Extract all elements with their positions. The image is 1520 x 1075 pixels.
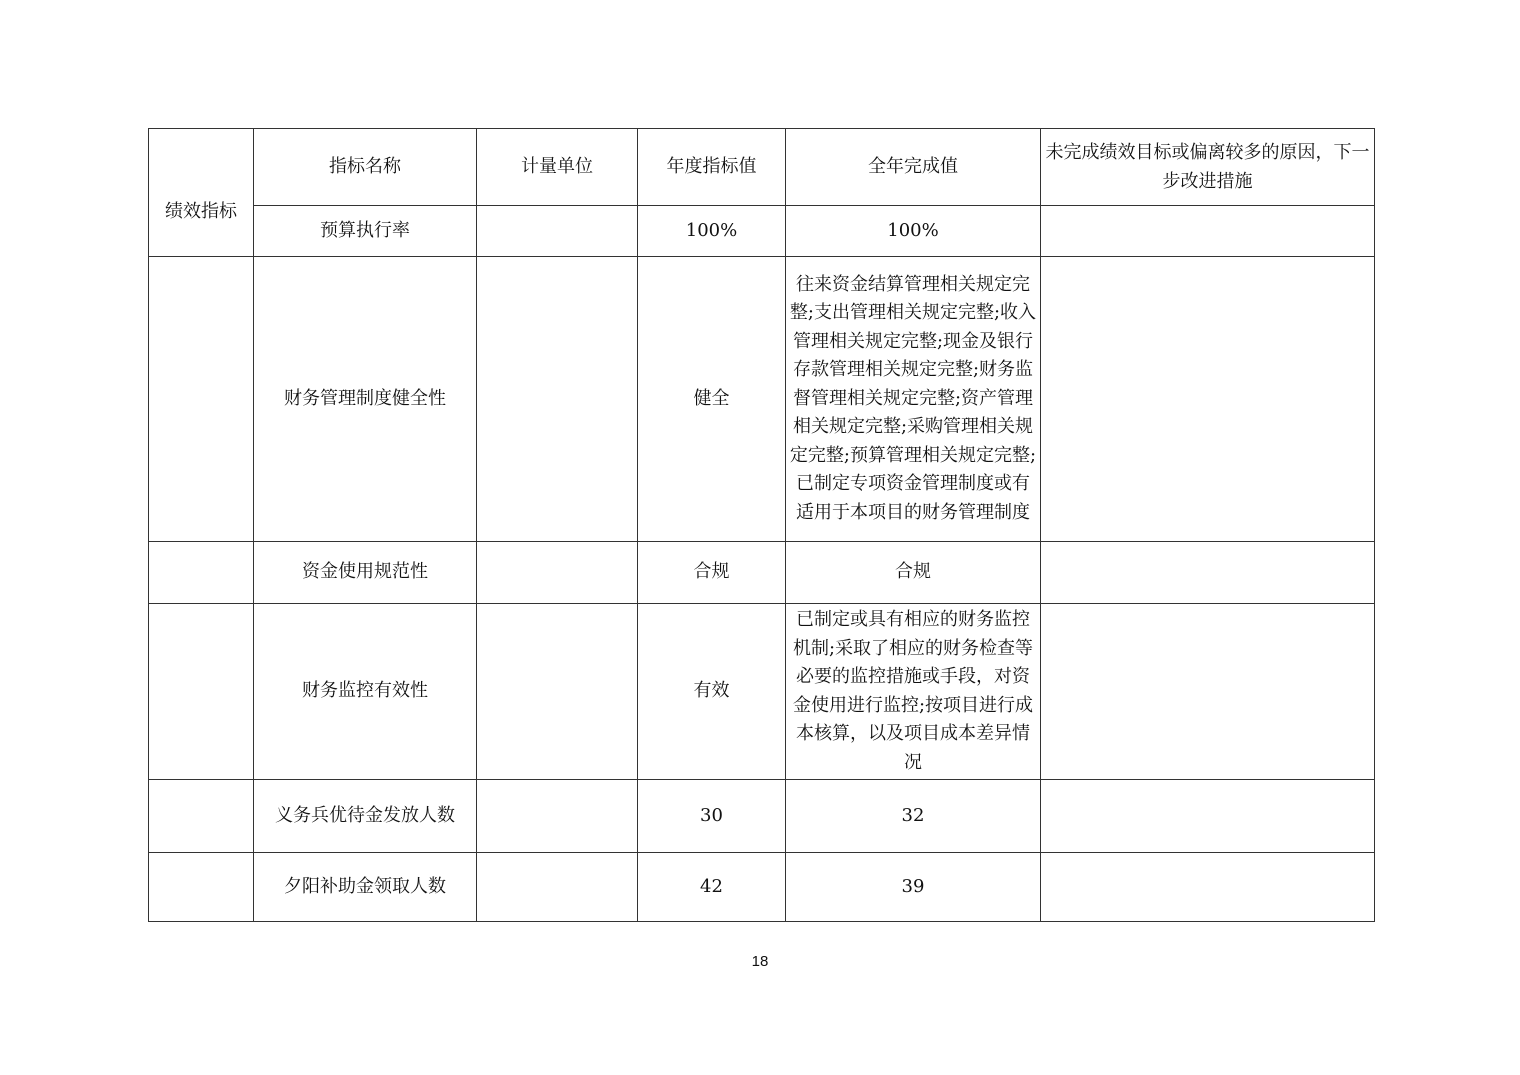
cell-reason [1041, 780, 1375, 853]
cell-unit [477, 780, 638, 853]
page-number: 18 [751, 953, 769, 970]
header-category: 绩效指标 [149, 129, 254, 257]
header-annual-target: 年度指标值 [638, 129, 786, 206]
header-unit: 计量单位 [477, 129, 638, 206]
cell-target: 有效 [638, 604, 786, 780]
cell-indicator-name: 财务监控有效性 [254, 604, 477, 780]
cell-target: 合规 [638, 542, 786, 604]
cell-actual: 39 [786, 853, 1041, 922]
table-row [149, 853, 1375, 922]
cell-actual: 往来资金结算管理相关规定完整;支出管理相关规定完整;收入管理相关规定完整;现金及银行存款管理相关规定完整;财务监督管理相关规定完整;资产管理相关规定完整;采购管理相关规定完整;预算管理相关规定完整;已制定专项资金管理制度或有适用于本项目的财务管理制度 [786, 257, 1041, 542]
cell-category [149, 853, 254, 922]
cell-category [149, 780, 254, 853]
cell-unit [477, 542, 638, 604]
cell-indicator-name: 夕阳补助金领取人数 [254, 853, 477, 922]
cell-actual: 已制定或具有相应的财务监控机制;采取了相应的财务检查等必要的监控措施或手段，对资金使用进行监控;按项目进行成本核算，以及项目成本差异情况 [786, 604, 1041, 780]
cell-unit [477, 604, 638, 780]
cell-indicator-name: 财务管理制度健全性 [254, 257, 477, 542]
performance-indicator-table [148, 128, 1375, 922]
table-row [149, 780, 1375, 853]
cell-category [149, 257, 254, 542]
cell-category [149, 604, 254, 780]
header-reason: 未完成绩效目标或偏离较多的原因，下一步改进措施 [1041, 129, 1375, 206]
cell-reason [1041, 853, 1375, 922]
cell-indicator-name: 义务兵优待金发放人数 [254, 780, 477, 853]
table-row [149, 542, 1375, 604]
cell-indicator-name: 预算执行率 [254, 206, 477, 257]
cell-target: 30 [638, 780, 786, 853]
table-row [149, 206, 1375, 257]
header-indicator-name: 指标名称 [254, 129, 477, 206]
cell-unit [477, 206, 638, 257]
cell-target: 健全 [638, 257, 786, 542]
table-row [149, 604, 1375, 780]
cell-indicator-name: 资金使用规范性 [254, 542, 477, 604]
table-row [149, 257, 1375, 542]
cell-reason [1041, 257, 1375, 542]
cell-actual: 100% [786, 206, 1041, 257]
cell-target: 100% [638, 206, 786, 257]
cell-reason [1041, 206, 1375, 257]
cell-target: 42 [638, 853, 786, 922]
cell-unit [477, 853, 638, 922]
cell-actual: 合规 [786, 542, 1041, 604]
cell-category [149, 542, 254, 604]
cell-reason [1041, 542, 1375, 604]
header-row [149, 129, 1375, 206]
cell-unit [477, 257, 638, 542]
cell-actual: 32 [786, 780, 1041, 853]
cell-reason [1041, 604, 1375, 780]
header-annual-actual: 全年完成值 [786, 129, 1041, 206]
